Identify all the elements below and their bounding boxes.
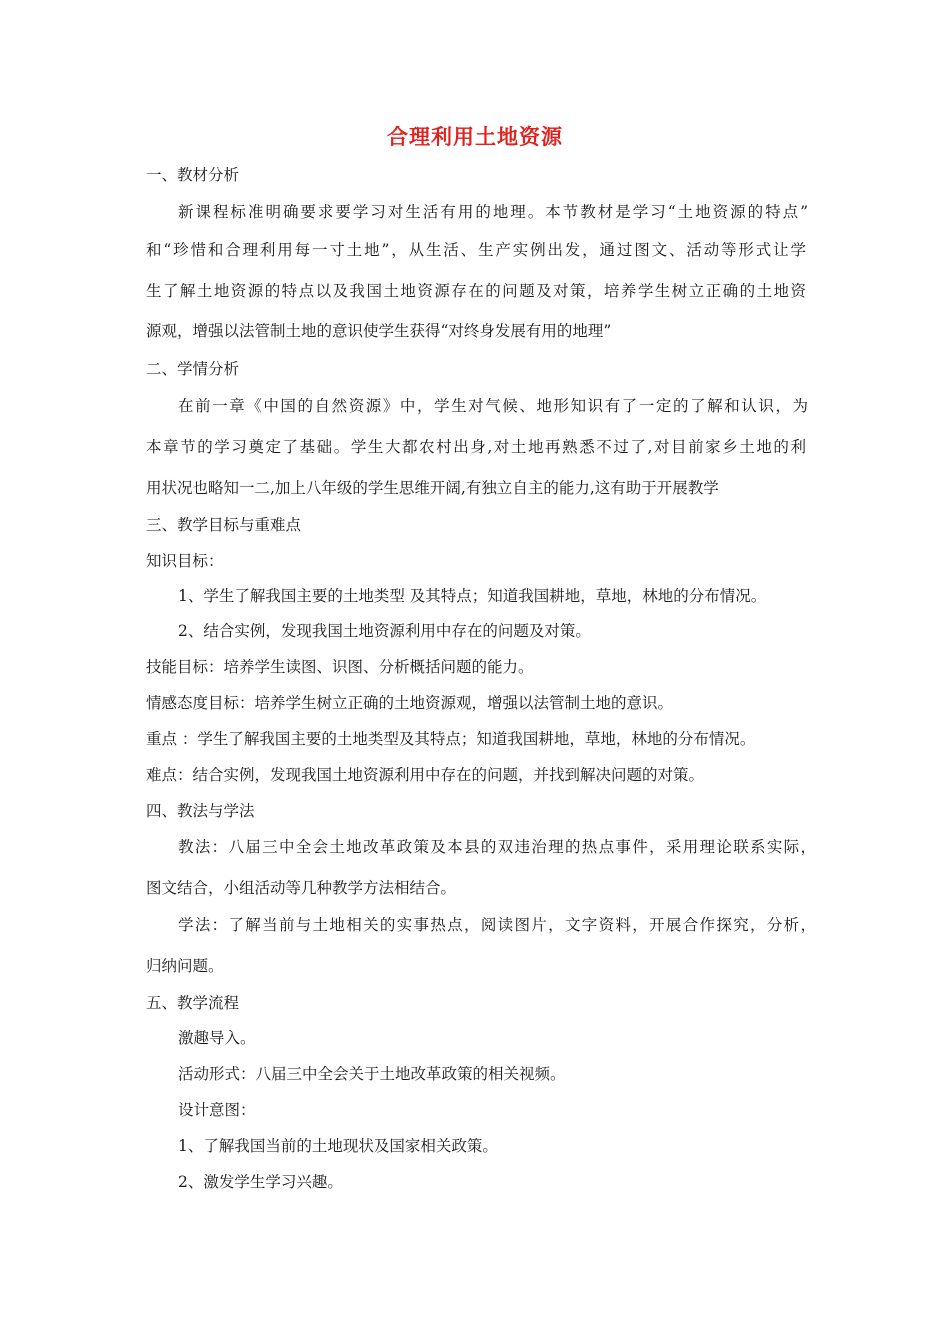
section-heading-5: 五、教学流程 <box>146 994 240 1012</box>
paragraph-line: 在前一章《中国的自然资源》中，学生对气候、地形知识有了一定的了解和认识，为 <box>178 397 808 415</box>
paragraph-line: 用状况也略知一二,加上八年级的学生思维开阔,有独立自主的能力,这有助于开展教学 <box>146 479 719 497</box>
section-heading-3: 三、教学目标与重难点 <box>146 516 302 534</box>
knowledge-label: 知识目标： <box>146 552 224 570</box>
flow-design-item: 1、了解我国当前的土地现状及国家相关政策。 <box>178 1137 498 1155</box>
section-heading-2: 二、学情分析 <box>146 360 240 378</box>
flow-design-item: 2、激发学生学习兴趣。 <box>178 1173 343 1191</box>
skill-goal: 技能目标：培养学生读图、识图、分析概括问题的能力。 <box>146 658 534 676</box>
document-title: 合理利用土地资源 <box>387 125 563 149</box>
flow-intro: 激趣导入。 <box>178 1029 256 1047</box>
section-heading-4: 四、教法与学法 <box>146 802 255 820</box>
paragraph-line: 本章节的学习奠定了基础。学生大都农村出身,对土地再熟悉不过了,对目前家乡土地的利 <box>146 438 806 456</box>
paragraph-line: 和“珍惜和合理利用每一寸土地”，从生活、生产实例出发，通过图文、活动等形式让学 <box>146 241 806 259</box>
difficult-point: 难点：结合实例，发现我国土地资源利用中存在的问题，并找到解决问题的对策。 <box>146 766 705 784</box>
teaching-method: 教法：八届三中全会土地改革政策及本县的双违治理的热点事件，采用理论联系实际， <box>178 838 816 856</box>
flow-design-label: 设计意图： <box>178 1101 256 1119</box>
emotion-goal: 情感态度目标：培养学生树立正确的土地资源观，增强以法管制土地的意识。 <box>146 694 674 712</box>
paragraph-line: 生了解土地资源的特点以及我国土地资源存在的问题及对策，培养学生树立正确的土地资 <box>146 282 806 300</box>
teaching-method-cont: 图文结合，小组活动等几种教学方法相结合。 <box>146 879 457 897</box>
learning-method-cont: 归纳问题。 <box>146 957 224 975</box>
knowledge-item: 1、学生了解我国主要的土地类型 及其特点；知道我国耕地，草地，林地的分布情况。 <box>178 587 767 605</box>
key-point: 重点 ：学生了解我国主要的土地类型及其特点；知道我国耕地，草地，林地的分布情况。 <box>146 730 756 748</box>
learning-method: 学法：了解当前与土地相关的实事热点，阅读图片，文字资料，开展合作探究，分析， <box>178 916 816 934</box>
paragraph-line: 新课程标准明确要求要学习对生活有用的地理。本节教材是学习“土地资源的特点” <box>178 203 808 221</box>
knowledge-item: 2、结合实例，发现我国土地资源利用中存在的问题及对策。 <box>178 622 591 640</box>
flow-activity: 活动形式：八届三中全会关于土地改革政策的相关视频。 <box>178 1065 566 1083</box>
paragraph-line: 源观，增强以法管制土地的意识使学生获得“对终身发展有用的地理” <box>146 322 612 340</box>
section-heading-1: 一、教材分析 <box>146 166 240 184</box>
